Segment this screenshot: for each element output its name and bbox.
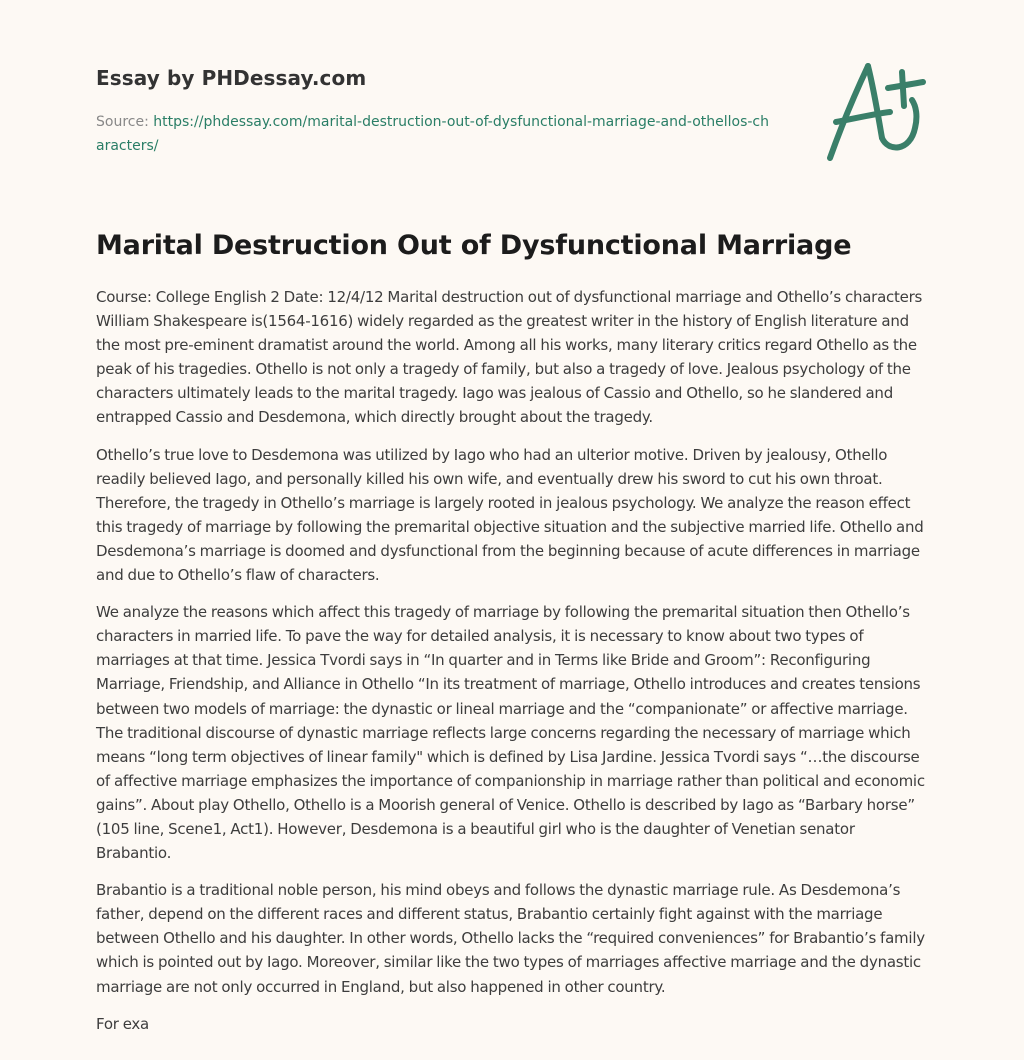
paragraph: Othello’s true love to Desdemona was utilized by Iago who had an ulterior motive. Driven by jealousy, Othello readily believed Iago, and personally killed his own wife, and eventually drew his sword to cut his own throat. Therefore, the tragedy in Othello’s marriage is largely rooted in jealous psychology. We analyze the reason effect this tragedy of marriage by following the premarital objective situation and the subjective married life. Othello and Desdemona’s marriage is doomed and dysfunctional from the beginning because of acute differences in marriage and due to Othello’s flaw of characters. [96, 445, 924, 585]
paragraph: We analyze the reasons which affect this tragedy of marriage by following the premarital situation then Othello’s characters in married life. To pave the way for detailed analysis, it is necessary to know about two types of marriages at that time. Jessica Tvordi says in “In quarter and in Terms like Bride and Groom”: Reconfiguring Marriage, Friendship, and Alliance in Othello “In its treatment of marriage, Othello introduces and creates tensions between two models of marriage: the dynastic or lineal marriage and the “companionate” or affective marriage. The traditional discourse of dynastic marriage reflects large concerns regarding the necessary of marriage which means “long term objectives of linear family" which is defined by Lisa Jardine. Jessica Tvordi says “…the discourse of affective marriage emphasizes the importance of companionship in marriage rather than political and economic gains”. About play Othello, Othello is a Moorish general of Venice. Othello is described by Iago as “Barbary horse” (105 line, Scene1, Act1). However, Desdemona is a beautiful girl who is the daughter of Venetian senator Brabantio. [96, 603, 925, 863]
essay-body [96, 285, 932, 1049]
paragraph-truncated: For exa [96, 1014, 149, 1033]
paragraph: Brabantio is a traditional noble person, his mind obeys and follows the dynastic marriage rule. As Desdemona’s father, depend on the different races and different status, Brabantio certainly fight against with the marriage between Othello and his daughter. In other words, Othello lacks the “required conveniences” for Brabantio’s family which is pointed out by Iago. Moreover, similar like the two types of marriages affective marriage and the dynastic marriage are not only occurred in England, but also happened in other country. [96, 881, 925, 996]
source-line [96, 110, 776, 158]
paragraph: Course: College English 2 Date: 12/4/12 Marital destruction out of dysfunctional marriage and Othello’s characters William Shakespeare is(1564-1616) widely regarded as the greatest writer in the history of English literature and the most pre-eminent dramatist around the world. Among all his works, many literary critics regard Othello as the peak of his tragedies. Othello is not only a tragedy of family, but also a tragedy of love. Jealous psychology of the characters ultimately leads to the marital tragedy. Iago was jealous of Cassio and Othello, so he slandered and entrapped Cassio and Desdemona, which directly brought about the tragedy. [96, 288, 923, 427]
a-plus-grade-icon [822, 40, 932, 165]
essay-header [96, 64, 776, 158]
source-label: Source: [96, 114, 154, 130]
site-title: Essay by PHDessay.com [96, 66, 367, 90]
source-link[interactable]: https://phdessay.com/marital-destruction-out-of-dysfunctional-marriage-and-othellos-characters/ [96, 114, 769, 154]
page-title: Marital Destruction Out of Dysfunctional Marriage [96, 230, 852, 261]
